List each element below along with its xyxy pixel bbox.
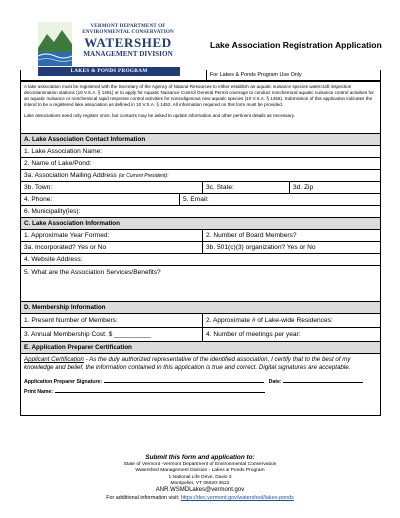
intro-text bbox=[21, 82, 380, 133]
address-line-2: Watershed Management Division - Lakes & Ponds Program bbox=[135, 468, 265, 474]
zip-field[interactable]: 3d. Zip bbox=[289, 182, 380, 193]
nonprofit-field[interactable]: 3b. 501(c)(3) organization? Yes or No bbox=[202, 242, 380, 253]
state-field[interactable]: 3c. State: bbox=[202, 182, 289, 193]
certification-text: - As the duly authorized representative of the identified association, I certify that to the best of my knowledge and belief, the information contained in this application is true and correct. Digital signatures are acceptable. bbox=[24, 356, 351, 371]
intro-paragraph-2: Lake associations need only register once, but contacts may be asked to update information and other pertinent details as necessary. bbox=[24, 112, 295, 118]
association-name-row[interactable] bbox=[20, 146, 381, 158]
section-e-title: E. Application Preparer Certification bbox=[24, 343, 132, 351]
year-board-row bbox=[20, 230, 381, 242]
municipality-row[interactable] bbox=[20, 206, 381, 218]
board-members-field[interactable]: 2. Number of Board Members? bbox=[202, 230, 380, 241]
incorporated-row bbox=[20, 242, 381, 254]
intro-paragraph-1: A lake association must be registered with the Secretary of the Agency of Natural Resources to either establish an aquatic nuisance species watercraft inspection decontamination stations (10 V.S.A. § 1461) or to apply for Aquatic Nuisance Control General Permit coverage to conduct nonchemical aquatic nuisance control activities for an aquatic nuisance or nonchemical rapid response control activities for nonindigenous new aquatic species (10 V.S.A. § 1455). Submission of this application indicates the intend to be a registered lake association as defined in 10 V.S.A. § 1452. All information required on this form must be provided. bbox=[24, 84, 374, 107]
date-label: Date: bbox=[268, 379, 282, 385]
town-field[interactable]: 3b. Town: bbox=[24, 183, 53, 191]
web-label: For additional information visit: bbox=[106, 494, 181, 501]
lake-name-field[interactable]: 2. Name of Lake/Pond: bbox=[24, 159, 92, 167]
mailing-address-note: (or Current President): bbox=[118, 172, 169, 179]
members-field[interactable]: 1. Present Number of Members: bbox=[24, 316, 118, 324]
website-row[interactable] bbox=[20, 254, 381, 266]
phone-field[interactable]: 4. Phone: bbox=[24, 195, 53, 203]
address-line-4: Montpelier, VT 05620-3522 bbox=[170, 480, 230, 486]
mailing-address-field[interactable] bbox=[21, 170, 171, 181]
town-state-zip-row bbox=[20, 182, 381, 194]
print-name-line bbox=[24, 388, 377, 396]
submit-heading: Submit this form and application to: bbox=[145, 454, 255, 461]
certification-statement bbox=[24, 356, 377, 372]
certification-block bbox=[21, 354, 380, 415]
office-use-row bbox=[20, 70, 381, 81]
logo-watershed-text: WATERSHED bbox=[84, 35, 172, 50]
certification-row bbox=[20, 354, 381, 416]
incorporated-field[interactable]: 3a. Incorporated? Yes or No bbox=[24, 243, 107, 251]
cost-row bbox=[20, 328, 381, 342]
email-field[interactable]: 5. Email: bbox=[179, 194, 380, 205]
section-a-header bbox=[20, 134, 381, 146]
web-line bbox=[0, 495, 400, 503]
address-line-1: State of Vermont -Vermont Department of Environmental Conservation bbox=[123, 462, 277, 467]
page-title: Lake Association Registration Application bbox=[210, 40, 382, 50]
office-use-label: For Lakes & Ponds Program Use Only bbox=[206, 70, 380, 80]
section-c-title: C. Lake Association Information bbox=[24, 219, 120, 227]
mailing-address-row[interactable] bbox=[20, 170, 381, 182]
section-d-header bbox=[20, 302, 381, 314]
address-line-3: 1 National Life Drive, Davis 3 bbox=[168, 474, 232, 480]
contact-email: ANR.WSMDLakes@vermont.gov bbox=[155, 487, 245, 494]
website-field[interactable]: 4. Website Address: bbox=[24, 255, 83, 263]
section-c-header bbox=[20, 218, 381, 230]
intro-row bbox=[20, 81, 381, 134]
office-use-spacer bbox=[21, 70, 206, 80]
signature-line bbox=[24, 378, 377, 386]
municipality-field[interactable]: 6. Municipality(ies): bbox=[24, 207, 81, 215]
association-name-field[interactable]: 1. Lake Association Name: bbox=[24, 147, 103, 155]
meetings-field[interactable]: 4. Number of meetings per year: bbox=[202, 328, 380, 341]
certification-lead: Applicant Certification bbox=[24, 356, 84, 363]
phone-email-row bbox=[20, 194, 381, 206]
section-d-title: D. Membership Information bbox=[24, 303, 106, 311]
lake-name-row[interactable] bbox=[20, 158, 381, 170]
membership-cost-field[interactable]: 3. Annual Membership Cost: $ __________ bbox=[24, 330, 151, 338]
date-input[interactable] bbox=[283, 382, 363, 383]
services-field[interactable]: 5. What are the Association Services/Benefits? bbox=[24, 269, 161, 276]
section-e-header bbox=[20, 342, 381, 354]
print-name-input[interactable] bbox=[55, 392, 265, 393]
signature-label: Application Preparer Signature: bbox=[24, 379, 103, 385]
registration-form bbox=[20, 70, 381, 416]
logo-department-text: VERMONT DEPARTMENT OF ENVIRONMENTAL CONSERVATION bbox=[82, 23, 174, 36]
section-a-title: A. Lake Association Contact Information bbox=[24, 135, 146, 143]
logo-division-text: MANAGEMENT DIVISION bbox=[83, 50, 173, 58]
lake-mountain-logo-icon bbox=[38, 22, 72, 66]
residences-field[interactable]: 2. Approximate # of Lake-wide Residences: bbox=[202, 314, 380, 327]
print-name-label: Print Name: bbox=[24, 389, 54, 395]
submission-footer bbox=[0, 453, 400, 502]
services-row[interactable] bbox=[20, 266, 381, 302]
members-row bbox=[20, 314, 381, 328]
signature-input[interactable] bbox=[104, 382, 264, 383]
logo-program-band: LAKES & PONDS PROGRAM bbox=[38, 67, 180, 76]
mailing-address-label: 3a. Association Mailing Address bbox=[24, 171, 117, 179]
year-formed-field[interactable]: 1. Approximate Year Formed: bbox=[24, 231, 110, 239]
website-link[interactable]: https://dec.vermont.gov/watershed/lakes-ponds bbox=[180, 494, 294, 501]
